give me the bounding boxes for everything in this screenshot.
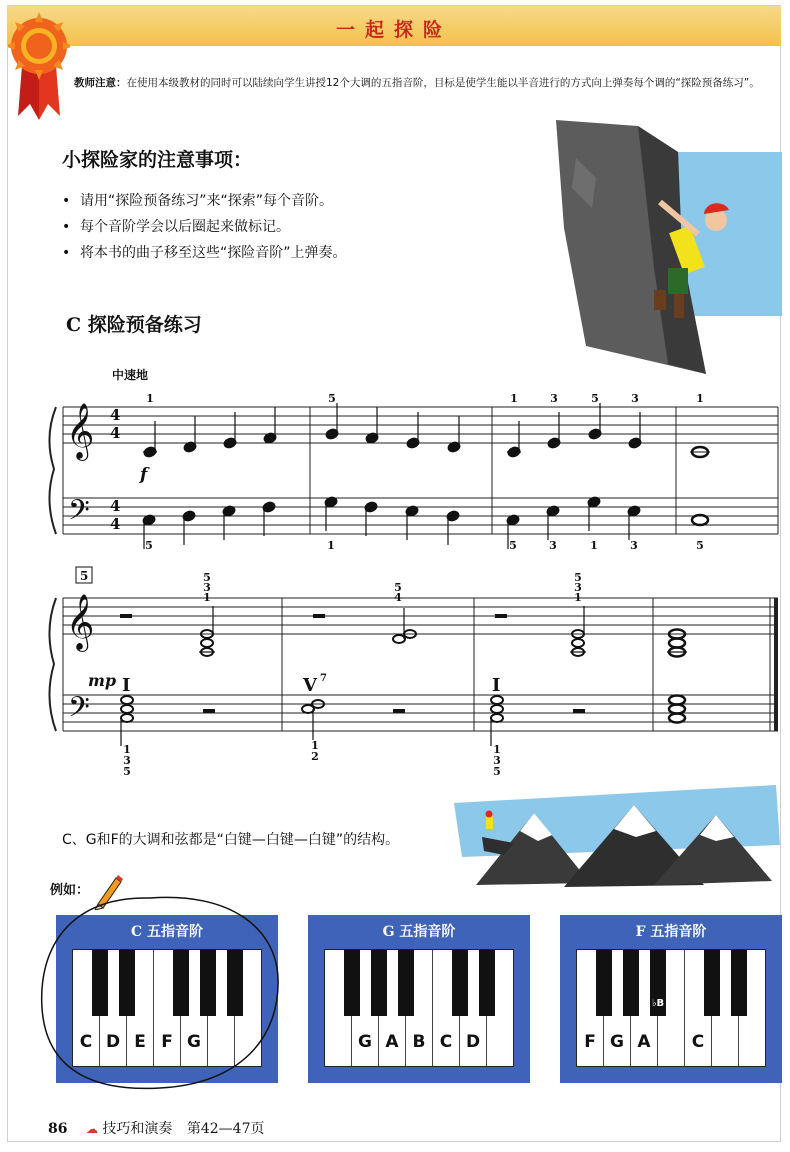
svg-text:𝄢: 𝄢 bbox=[68, 494, 90, 534]
roman-numeral: V bbox=[303, 675, 317, 696]
black-key bbox=[596, 950, 612, 1016]
key-label: G bbox=[610, 1032, 624, 1052]
roman-numeral: I bbox=[492, 675, 501, 696]
black-key bbox=[704, 950, 720, 1016]
fingering: 1 bbox=[493, 743, 501, 756]
key-label: C bbox=[79, 1032, 93, 1052]
fingering: 3 bbox=[549, 539, 557, 552]
dynamic-forte: f bbox=[140, 465, 148, 485]
dynamic-mezzo-piano: mp bbox=[88, 671, 117, 690]
key-label: G bbox=[187, 1032, 201, 1052]
teacher-note-text: 在使用本级教材的同时可以陆续向学生讲授12个大调的五指音阶，目标是使学生能以半音进行的方式向上弹奏每个调的“探险预备练习”。 bbox=[126, 77, 760, 89]
book-logo-icon: ☁ bbox=[85, 1122, 98, 1136]
key-label: E bbox=[134, 1032, 146, 1052]
fingering: 1 bbox=[311, 739, 319, 752]
svg-text:4: 4 bbox=[110, 424, 121, 442]
fingering: 1 bbox=[510, 392, 518, 405]
roman-numeral: I bbox=[122, 675, 131, 696]
key-label: B bbox=[412, 1032, 426, 1052]
fingering: 5 bbox=[493, 765, 501, 778]
fingering: 5 bbox=[394, 581, 402, 594]
page-number: 86 bbox=[48, 1121, 68, 1137]
key-label: G bbox=[358, 1032, 372, 1052]
tip-item: • 将本书的曲子移至这些“探险音阶”上弹奏。 bbox=[62, 240, 347, 266]
fingering: 5 bbox=[574, 571, 582, 584]
svg-text:𝄞: 𝄞 bbox=[66, 403, 95, 459]
tempo-mark: 中速地 bbox=[112, 368, 149, 382]
fingering: 3 bbox=[493, 754, 501, 767]
fingering: 3 bbox=[203, 581, 211, 594]
header-title: 一起探险 bbox=[335, 19, 452, 41]
chord-structure-note: C、G和F的大调和弦都是“白键—白键—白键”的结构。 bbox=[62, 832, 400, 848]
black-key bbox=[398, 950, 414, 1016]
exercise-title: C 探险预备练习 bbox=[66, 314, 202, 336]
black-key bbox=[452, 950, 468, 1016]
svg-text:4: 4 bbox=[110, 406, 121, 424]
tip-item: • 每个音阶学会以后圈起来做标记。 bbox=[62, 214, 347, 240]
key-label: C bbox=[439, 1032, 453, 1052]
fingering: 3 bbox=[574, 581, 582, 594]
tips-title: 小探险家的注意事项： bbox=[62, 149, 253, 171]
book-name: 技巧和演奏 bbox=[102, 1121, 173, 1137]
fingering: 4 bbox=[394, 591, 402, 604]
teacher-note-label: 教师注意： bbox=[74, 77, 127, 89]
page-range: 第42—47页 bbox=[186, 1121, 265, 1137]
measure-number: 5 bbox=[80, 569, 89, 583]
scale-card-title: G 五指音阶 bbox=[382, 924, 456, 940]
svg-text:4: 4 bbox=[110, 515, 121, 533]
svg-text:𝄢: 𝄢 bbox=[68, 691, 90, 731]
fingering: 5 bbox=[328, 392, 336, 405]
mountain-illustration bbox=[454, 785, 780, 891]
keyboard bbox=[576, 949, 766, 1067]
svg-text:4: 4 bbox=[110, 497, 121, 515]
key-label: C bbox=[691, 1032, 705, 1052]
fingering: 5 bbox=[591, 392, 599, 405]
fingering: 1 bbox=[574, 591, 582, 604]
key-label: D bbox=[105, 1032, 121, 1052]
fingering: 5 bbox=[203, 571, 211, 584]
fingering: 3 bbox=[631, 392, 639, 405]
key-label: A bbox=[385, 1032, 399, 1052]
fingering: 3 bbox=[550, 392, 558, 405]
seventh-mark: 7 bbox=[320, 673, 327, 684]
fingering: 5 bbox=[696, 539, 704, 552]
black-key bbox=[344, 950, 360, 1016]
key-label: F bbox=[161, 1032, 173, 1052]
page-footer bbox=[48, 1118, 264, 1138]
svg-text:𝄞: 𝄞 bbox=[66, 594, 95, 650]
tip-item: • 请用“探险预备练习”来“探索”每个音阶。 bbox=[62, 188, 347, 214]
scale-card-title: F 五指音阶 bbox=[635, 924, 707, 940]
fingering: 1 bbox=[327, 539, 335, 552]
fingering: 1 bbox=[123, 743, 131, 756]
fingering: 1 bbox=[590, 539, 598, 552]
key-label: F bbox=[584, 1032, 596, 1052]
scale-card-g bbox=[308, 915, 530, 1083]
fingering: 2 bbox=[311, 750, 319, 763]
hand-drawn-circle bbox=[30, 888, 288, 1100]
fingering: 1 bbox=[146, 392, 154, 405]
scale-card-title: C 五指音阶 bbox=[130, 924, 204, 940]
fingering: 5 bbox=[145, 539, 153, 552]
black-key bbox=[479, 950, 495, 1016]
scale-card-f bbox=[560, 915, 782, 1083]
black-key bbox=[623, 950, 639, 1016]
keyboard bbox=[324, 949, 514, 1067]
example-label: 例如： bbox=[50, 883, 90, 898]
key-label: D bbox=[465, 1032, 481, 1052]
key-label: A bbox=[637, 1032, 651, 1052]
fingering: 3 bbox=[123, 754, 131, 767]
fingering: 1 bbox=[696, 392, 704, 405]
black-key-label: ♭B bbox=[651, 998, 665, 1009]
fingering: 3 bbox=[630, 539, 638, 552]
fingering: 5 bbox=[123, 765, 131, 778]
fingering: 1 bbox=[203, 591, 211, 604]
black-key bbox=[731, 950, 747, 1016]
black-key bbox=[371, 950, 387, 1016]
fingering: 5 bbox=[509, 539, 517, 552]
